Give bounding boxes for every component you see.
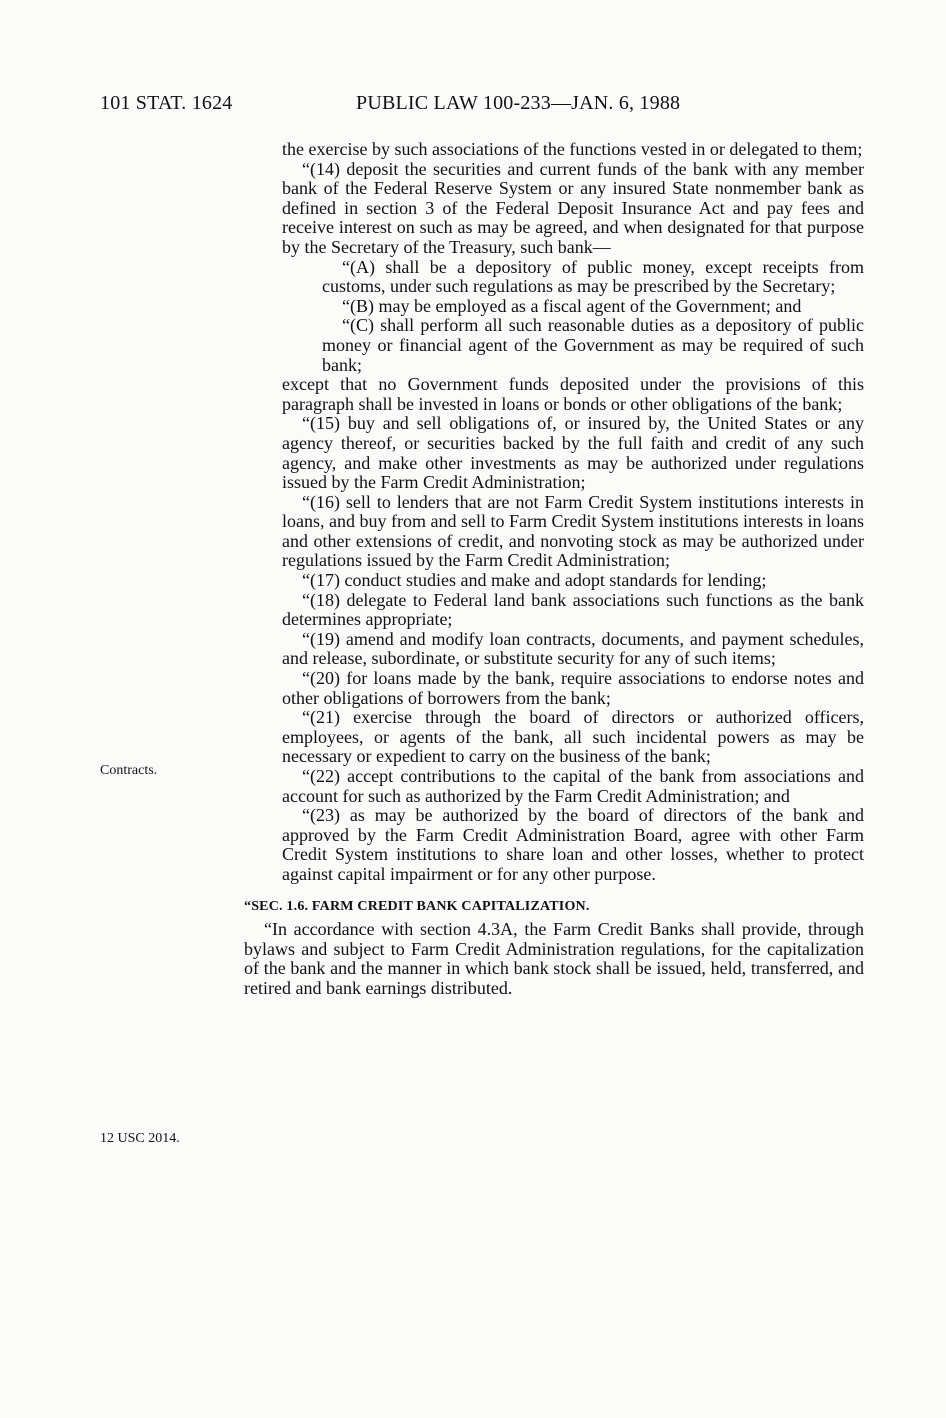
- document-body: [244, 140, 864, 999]
- paragraph-21: “(21) exercise through the board of directors or authorized officers, employees, or agents of the bank, all such incidental powers as may be necessary or expedient to carry on the business of the bank;: [282, 707, 864, 767]
- paragraph-14-except: except that no Government funds deposited under the provisions of this paragraph shall be invested in loans or bonds or other obligations of the bank;: [282, 374, 864, 414]
- paragraph-18: “(18) delegate to Federal land bank associations such functions as the bank determines appropriate;: [282, 589, 864, 630]
- margin-note-usc: 12 USC 2014.: [100, 1131, 180, 1146]
- paragraph-continuation: the exercise by such associations of the functions vested in or delegated to them;: [282, 139, 863, 159]
- section-heading: “SEC. 1.6. FARM CREDIT BANK CAPITALIZATION.: [244, 898, 590, 914]
- paragraph-14-a: “(A) shall be a depository of public money, except receipts from customs, under such regulations as may be prescribed by the Secretary;: [322, 256, 864, 297]
- paragraph-17: “(17) conduct studies and make and adopt standards for lending;: [302, 570, 767, 591]
- paragraph-20: “(20) for loans made by the bank, require associations to endorse notes and other obligations of borrowers from the bank;: [282, 668, 864, 708]
- paragraph-14-b: “(B) may be employed as a fiscal agent of the Government; and: [342, 295, 802, 316]
- margin-note-contracts: Contracts.: [100, 763, 158, 778]
- public-law-citation: PUBLIC LAW 100-233—JAN. 6, 1988: [356, 92, 681, 114]
- stat-citation: 101 STAT. 1624: [100, 92, 233, 114]
- section-text: “In accordance with section 4.3A, the Farm Credit Banks shall provide, through bylaws and subject to Farm Credit Administration regulations, for the capitalization of the bank and the manner in which bank stock shall be issued, held, transferred, and retired and bank earnings distributed.: [244, 919, 864, 998]
- paragraph-16: “(16) sell to lenders that are not Farm Credit System institutions interests in loans, and buy from and sell to Farm Credit System institutions interests in loans and other extensions of credit, and nonvoting stock as may be authorized under regulations issued by the Farm Credit Administration;: [282, 491, 864, 571]
- paragraph-14: “(14) deposit the securities and current funds of the bank with any member bank of the Federal Reserve System or any insured State nonmember bank as defined in section 3 of the Federal Deposit Insurance Act and pay fees and receive interest on such as may be agreed, and when designated for that purpose by the Secretary of the Treasury, such bank—: [282, 158, 864, 257]
- paragraph-22: “(22) accept contributions to the capital of the bank from associations and account for such as authorized by the Farm Credit Administration; and: [282, 766, 864, 806]
- paragraph-15: “(15) buy and sell obligations of, or insured by, the United States or any agency thereof, or securities backed by the full faith and credit of any such agency, and make other investments as may be authorized under regulations issued by the Farm Credit Administration;: [282, 413, 864, 493]
- paragraph-14-c: “(C) shall perform all such reasonable duties as a depository of public money or financial agent of the Government as may be required of such bank;: [322, 315, 864, 375]
- paragraph-23: “(23) as may be authorized by the board of directors of the bank and approved by the Farm Credit Administration Board, agree with other Farm Credit System institutions to share loan and other losses, whether to protect against capital impairment or for any other purpose.: [282, 805, 864, 884]
- paragraph-19: “(19) amend and modify loan contracts, documents, and payment schedules, and release, subordinate, or substitute security for any of such items;: [282, 628, 864, 669]
